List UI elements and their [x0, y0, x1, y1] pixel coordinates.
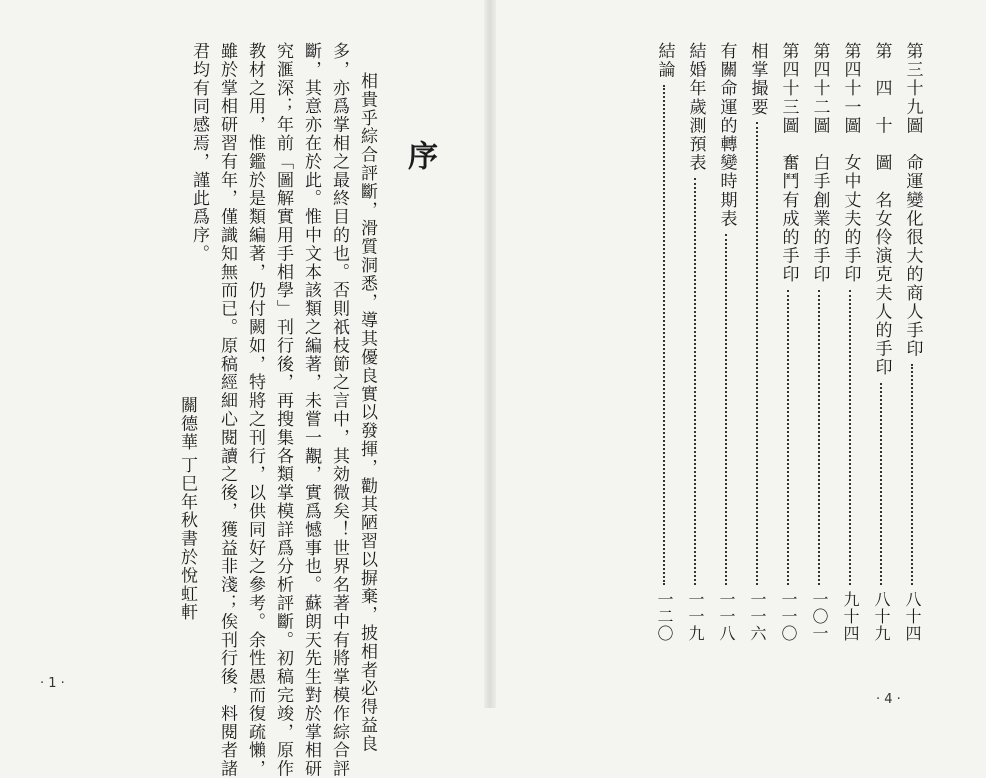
- preface-title: 序: [402, 140, 437, 170]
- toc-entry: [653, 42, 675, 642]
- toc-leader-dots: [725, 234, 727, 585]
- preface-signature-name: 關德華: [177, 396, 197, 452]
- preface-column-7: 君均有同感焉，謹此爲序。: [189, 42, 209, 263]
- toc-entry-title: 結論: [654, 42, 675, 80]
- page-number-left: · 1 ·: [40, 676, 65, 691]
- preface-page: [0, 0, 486, 778]
- page-number-right: · 4 ·: [876, 692, 901, 707]
- toc-leader-dots: [694, 178, 696, 585]
- toc-entry-page: 九十四: [841, 591, 860, 642]
- toc-leader-dots: [756, 122, 758, 585]
- preface-signature-date: 丁巳年秋書於悅虹軒: [177, 456, 197, 622]
- toc-entry: [839, 42, 861, 642]
- preface-column-6: 雖於掌相研習有年，僅識知無而已。原稿經細心閱讀之後，獲益非淺；俟刊行後，料閱者諸: [217, 42, 237, 778]
- toc-entry-page: 一一八: [717, 591, 736, 642]
- preface-column-5: 教材之用，惟鑑於是類編著，仍付闕如，特將之刊行，以供同好之參考。余性愚而復疏懶，: [245, 42, 265, 778]
- toc-entry-page: 八十四: [903, 591, 922, 642]
- toc-leader-dots: [787, 290, 789, 585]
- toc-entry-title: 第三十九圖 命運變化很大的商人手印: [902, 42, 923, 359]
- toc-entry: [777, 42, 799, 642]
- toc-entry-title: 第四十一圖 女中丈夫的手印: [840, 42, 861, 284]
- toc-entry-page: 一一六: [748, 591, 767, 642]
- toc-entry: [808, 42, 830, 642]
- toc-entry-page: 一一〇: [779, 591, 798, 642]
- toc-entry-title: 有關命運的轉變時期表: [716, 42, 737, 228]
- toc-entry-title: 第四十二圖 白手創業的手印: [809, 42, 830, 284]
- toc-leader-dots: [880, 383, 882, 585]
- toc-leader-dots: [849, 290, 851, 585]
- preface-column-4: 究滙深；年前「圖解實用手相學」刊行後，再搜集各類掌模詳爲分析評斷。初稿完竣，原作: [273, 42, 293, 778]
- toc-entry-page: 一一九: [686, 591, 705, 642]
- toc-entry-page: 一〇一: [810, 591, 829, 642]
- toc-entry: [715, 42, 737, 642]
- toc-entry: [684, 42, 706, 642]
- preface-column-2: 多，亦爲掌相之最終目的也。否則祇枝節之言中，其効微矣！世界名著中有將掌模作綜合評: [329, 42, 349, 778]
- toc-entry-title: 第 四 十 圖 名女伶演克夫人的手印: [871, 42, 892, 377]
- toc-entry-page: 八十九: [872, 591, 891, 642]
- preface-column-3: 斷，其意亦在於此。惟中文本該類之編著，未嘗一覯，實爲憾事也。蘇朗天先生對於掌相研: [301, 42, 321, 778]
- toc-entry-title: 相掌撮要: [747, 42, 768, 117]
- preface-column-1: 相貴乎綜合評斷，滑質洞悉，導其優良實以發揮，勸其陋習以摒棄，披相者必得益良: [357, 72, 377, 753]
- toc-page: [494, 0, 986, 708]
- toc-leader-dots: [663, 85, 665, 585]
- toc-entry: [746, 42, 768, 642]
- toc-entry-title: 結婚年歲測預表: [685, 42, 706, 173]
- toc-entry-page: 一二〇: [655, 591, 674, 642]
- toc-leader-dots: [818, 290, 820, 585]
- toc-entry: [901, 42, 923, 642]
- toc-entry-title: 第四十三圖 奮鬥有成的手印: [778, 42, 799, 284]
- toc-entry: [870, 42, 892, 642]
- toc-leader-dots: [911, 364, 913, 585]
